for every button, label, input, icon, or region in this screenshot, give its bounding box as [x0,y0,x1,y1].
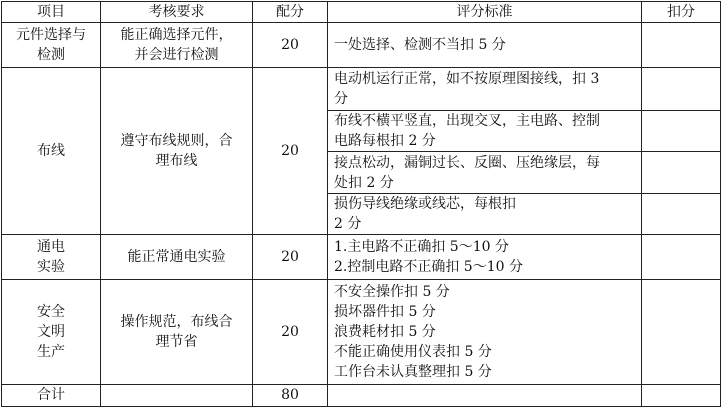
table-row [2,67,721,110]
deduction-cell [642,23,721,68]
total-score: 80 [253,384,328,406]
header-row [2,2,721,23]
deduction-cell [642,280,721,385]
criteria-cell: 接点松动，漏铜过长、反圈、压绝缘层，每 处扣 2 分 [328,152,642,194]
item-cell: 布线 [2,67,101,234]
deduction-cell [642,152,721,194]
criteria-cell: 布线不横平竖直，出现交叉，主电路、控制 电路每根扣 2 分 [328,110,642,152]
requirement-cell: 能正确选择元件， 并会进行检测 [101,23,253,68]
deduction-cell [642,235,721,280]
total-label: 合计 [2,384,101,406]
score-cell: 20 [253,280,328,385]
grading-table [1,1,721,407]
score-cell: 20 [253,23,328,68]
criteria-cell [328,384,642,406]
table-row [2,235,721,280]
score-cell: 20 [253,67,328,234]
total-row [2,384,721,406]
header-criteria: 评分标准 [328,2,642,23]
item-cell: 通电 实验 [2,235,101,280]
score-cell: 20 [253,235,328,280]
criteria-cell: 电动机运行正常，如不按原理图接线，扣 3 分 [328,67,642,110]
requirement-cell: 遵守布线规则，合 理布线 [101,67,253,234]
header-requirement: 考核要求 [101,2,253,23]
item-cell: 元件选择与 检测 [2,23,101,68]
header-score: 配分 [253,2,328,23]
deduction-cell [642,67,721,110]
deduction-cell [642,193,721,235]
criteria-cell: 1.主电路不正确扣 5～10 分 2.控制电路不正确扣 5～10 分 [328,235,642,280]
criteria-cell: 损伤导线绝缘或线芯，每根扣 2 分 [328,193,642,235]
deduction-cell [642,110,721,152]
deduction-cell [642,384,721,406]
criteria-cell: 不安全操作扣 5 分 损坏器件扣 5 分 浪费耗材扣 5 分 不能正确使用仪表扣 5 分 工作台未认真整理扣 5 分 [328,280,642,385]
table-row [2,280,721,385]
item-cell: 安全 文明 生产 [2,280,101,385]
criteria-cell: 一处选择、检测不当扣 5 分 [328,23,642,68]
requirement-cell [101,384,253,406]
header-deduction: 扣分 [642,2,721,23]
requirement-cell: 操作规范，布线合 理节省 [101,280,253,385]
requirement-cell: 能正常通电实验 [101,235,253,280]
header-item: 项目 [2,2,101,23]
table-row [2,23,721,68]
